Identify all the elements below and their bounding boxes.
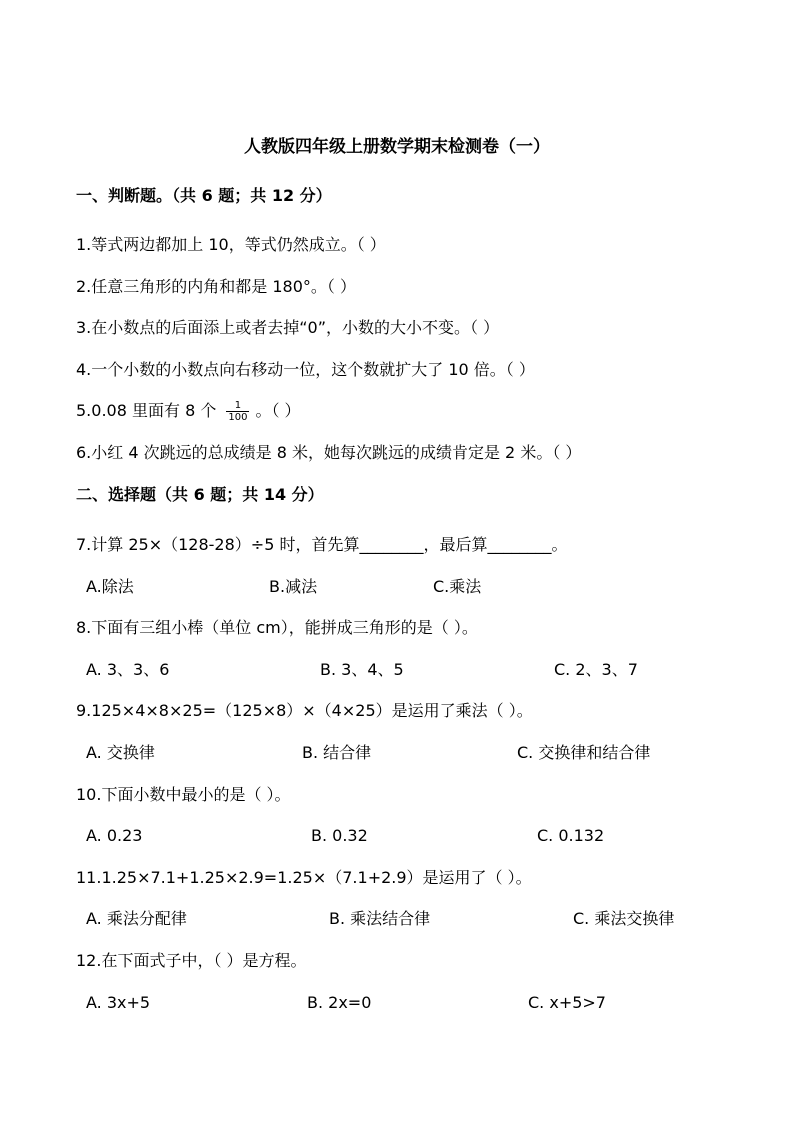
question-6: 6.小红 4 次跳远的总成绩是 8 米，她每次跳远的成绩肯定是 2 米。（ ） — [76, 443, 582, 462]
fraction-denominator: 100 — [228, 412, 248, 423]
question-10-options — [0, 826, 794, 846]
section-heading-true-false: 一、判断题。（共 6 题；共 12 分） — [76, 186, 332, 205]
question-11: 11.1.25×7.1+1.25×2.9=1.25×（7.1+2.9）是运用了（ ）。 — [76, 868, 532, 887]
option-a: A. 交换律 — [86, 743, 155, 762]
section-heading-multiple-choice: 二、选择题（共 6 题；共 14 分） — [76, 485, 324, 504]
question-7: 7.计算 25×（128-28）÷5 时，首先算________，最后算________。 — [76, 535, 568, 554]
option-c: C. 交换律和结合律 — [517, 743, 651, 762]
question-12-options — [0, 993, 794, 1013]
question-8-options — [0, 660, 794, 680]
option-a: A. 0.23 — [86, 826, 143, 845]
option-c: C. 乘法交换律 — [573, 909, 675, 928]
question-5 — [76, 400, 301, 423]
fraction-numerator: 1 — [234, 400, 242, 411]
option-b: B. 3、4、5 — [320, 660, 404, 679]
option-b: B. 0.32 — [311, 826, 368, 845]
question-5-after: 。（ ） — [255, 401, 301, 420]
question-10: 10.下面小数中最小的是（ ）。 — [76, 785, 291, 804]
option-b: B.减法 — [269, 577, 318, 596]
option-c: C. 2、3、7 — [554, 660, 638, 679]
question-12: 12.在下面式子中，（ ）是方程。 — [76, 951, 307, 970]
question-9-options — [0, 743, 794, 763]
option-b: B. 2x=0 — [307, 993, 372, 1012]
exam-title: 人教版四年级上册数学期末检测卷（一） — [244, 137, 550, 157]
option-a: A. 乘法分配律 — [86, 909, 187, 928]
question-3: 3.在小数点的后面添上或者去掉“0”，小数的大小不变。（ ） — [76, 318, 500, 337]
option-c: C.乘法 — [433, 577, 482, 596]
option-c: C. x+5>7 — [528, 993, 606, 1012]
option-b: B. 乘法结合律 — [329, 909, 431, 928]
fraction-one-hundredth — [226, 400, 249, 423]
option-b: B. 结合律 — [302, 743, 372, 762]
question-8: 8.下面有三组小棒（单位 cm），能拼成三角形的是（ ）。 — [76, 618, 478, 637]
question-11-options — [0, 909, 794, 929]
option-a: A.除法 — [86, 577, 134, 596]
option-a: A. 3x+5 — [86, 993, 151, 1012]
option-a: A. 3、3、6 — [86, 660, 170, 679]
question-7-options — [0, 577, 794, 597]
question-4: 4.一个小数的小数点向右移动一位，这个数就扩大了 10 倍。（ ） — [76, 360, 535, 379]
option-c: C. 0.132 — [537, 826, 605, 845]
question-9: 9.125×4×8×25=（125×8）×（4×25）是运用了乘法（ ）。 — [76, 701, 533, 720]
question-2: 2.任意三角形的内角和都是 180°。（ ） — [76, 277, 356, 296]
question-1: 1.等式两边都加上 10，等式仍然成立。（ ） — [76, 235, 386, 254]
question-5-before: 5.0.08 里面有 8 个 — [76, 401, 217, 420]
